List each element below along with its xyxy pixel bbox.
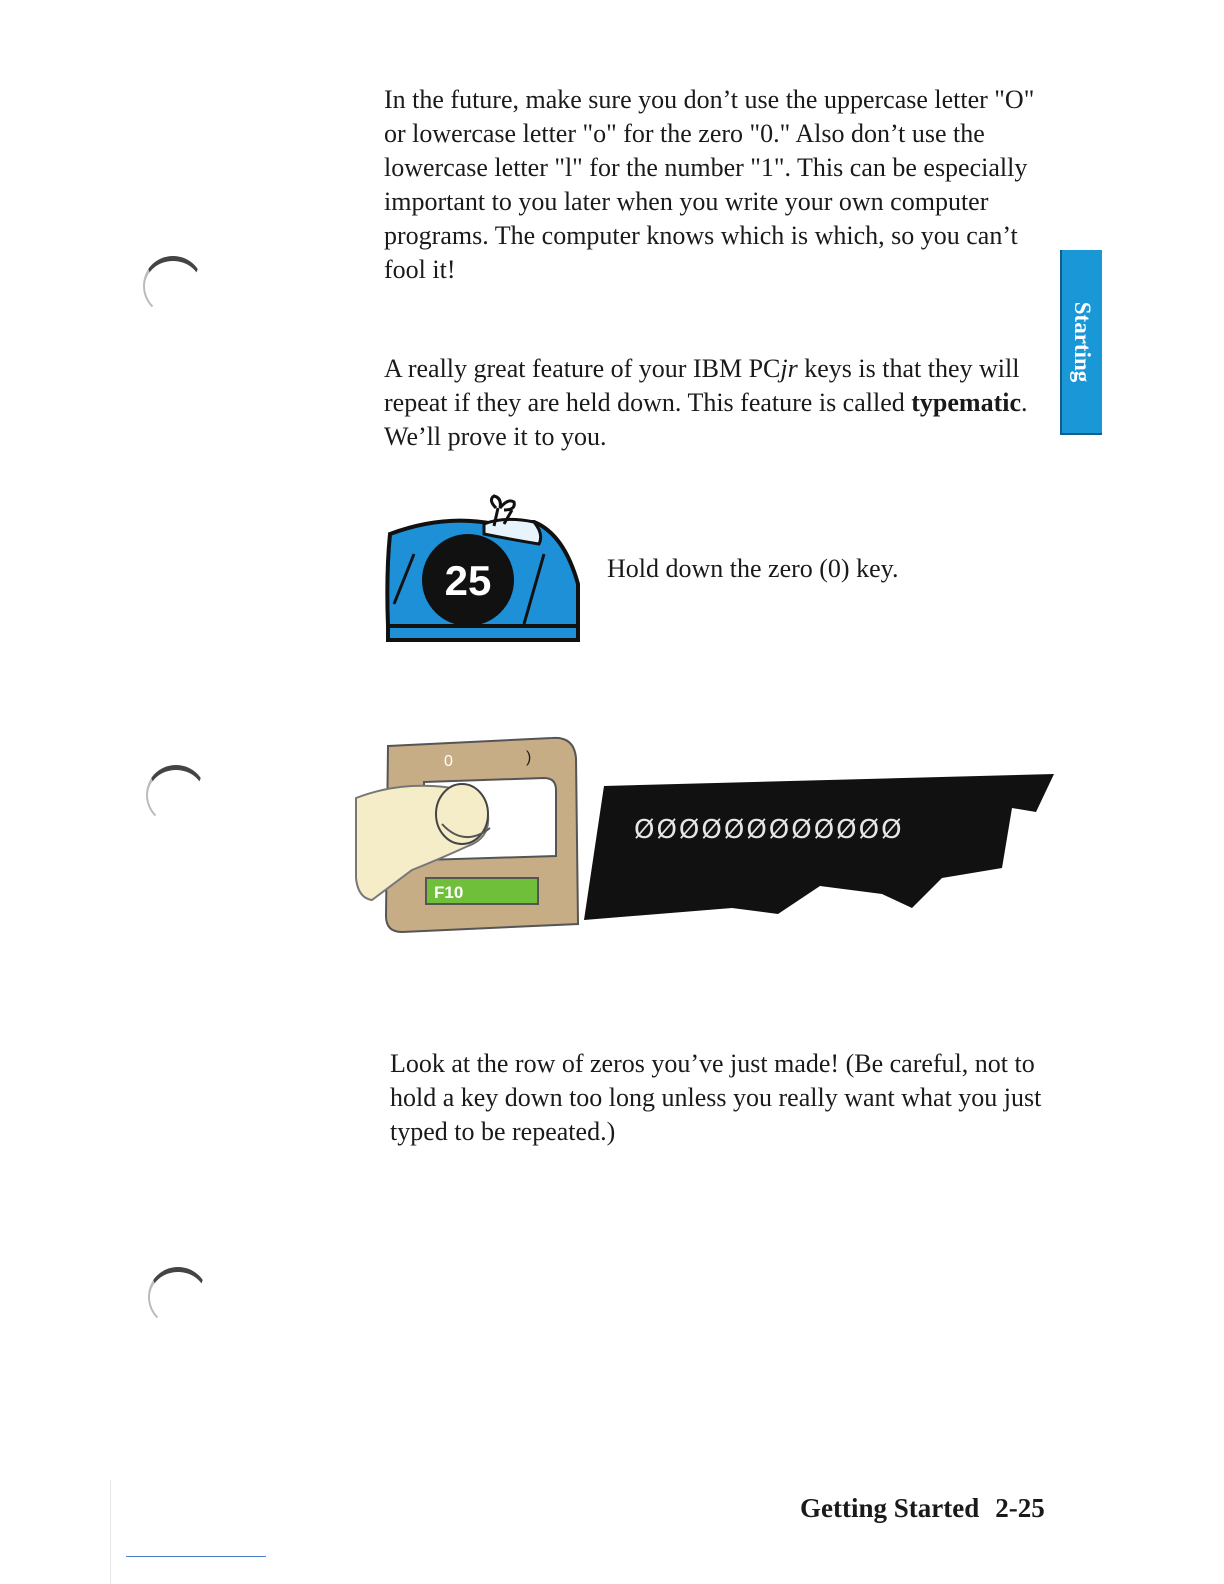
f10-key-label: F10 — [434, 883, 464, 902]
key-zero-label: 0 — [444, 753, 453, 770]
page-footer — [800, 1493, 1045, 1524]
typematic-term: typematic — [911, 388, 1021, 417]
step-shoe-icon — [384, 494, 584, 644]
paragraph-zero-vs-o: In the future, make sure you don’t use the uppercase letter "O" or lowercase letter "o" for the zero "0." Also don’t use the lowercase letter "l" for the number "1". This can be especially important to you later when you write your own computer programs. The computer knows which is which, so you can’t fool it! — [384, 85, 1035, 284]
paragraph-typematic-part3: . We’ll prove it to you. — [384, 388, 1028, 451]
footer-section-title: Getting Started — [800, 1493, 980, 1523]
left-margin-line — [110, 1480, 111, 1584]
step-number: 25 — [444, 557, 492, 604]
pcjr-italic: jr — [780, 354, 798, 383]
paragraph-typematic-part2: keys is that they will repeat if they are held down. This feature is called — [384, 354, 1020, 417]
key-paren-label: ) — [526, 749, 532, 766]
section-tab-starting — [1060, 250, 1102, 435]
footer-page-number: 2-25 — [995, 1493, 1045, 1523]
paragraph-typematic — [384, 352, 1044, 454]
binder-hole — [148, 1267, 208, 1327]
binder-hole — [143, 256, 203, 316]
footnote-rule — [126, 1556, 266, 1557]
zero-row-text: ØØØØØØØØØØØØ — [634, 815, 904, 845]
section-tab-label: Starting — [1070, 301, 1095, 382]
paragraph-row-of-zeros: Look at the row of zeros you’ve just made! (Be careful, not to hold a key down too long unless you really want what you just typed to be repeated.) — [390, 1049, 1042, 1146]
zero-key-illustration — [352, 728, 584, 936]
binder-hole — [146, 765, 206, 825]
zero-row-screen — [582, 768, 1060, 920]
paragraph-typematic-part1: A really great feature of your IBM PC — [384, 354, 781, 383]
step-instruction: Hold down the zero (0) key. — [607, 554, 899, 583]
